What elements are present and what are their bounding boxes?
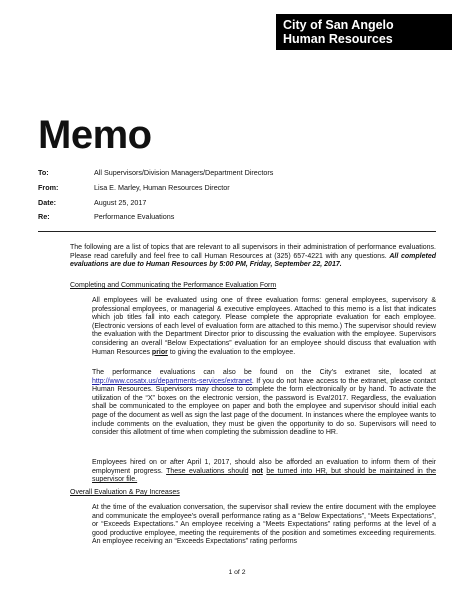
to-label: To: bbox=[38, 168, 49, 177]
re-row bbox=[38, 212, 438, 221]
re-label: Re: bbox=[38, 212, 50, 221]
paragraph-extranet-text: The performance evaluations can also be found on the City’s extranet site, located at bbox=[92, 369, 436, 376]
paragraph-new-hires-text: Employees hired on or after April 1, 2017, should also be afforded an evaluation to inform them of their employment progress. bbox=[92, 459, 436, 475]
extranet-link[interactable]: http://www.cosatx.us/departments-services/extranet bbox=[92, 377, 252, 385]
banner-line-2: Human Resources bbox=[283, 32, 393, 46]
from-label: From: bbox=[38, 183, 59, 192]
banner-line-1: City of San Angelo bbox=[283, 18, 394, 32]
memo-title: Memo bbox=[38, 113, 152, 157]
header-divider bbox=[38, 231, 436, 232]
intro-paragraph bbox=[70, 244, 436, 270]
new-hires-underline-2: be turned into HR, but should be maintained in the supervisor file. bbox=[92, 467, 437, 484]
to-row bbox=[38, 168, 438, 177]
to-value: All Supervisors/Division Managers/Department Directors bbox=[94, 168, 274, 177]
paragraph-new-hires bbox=[92, 459, 436, 485]
date-label: Date: bbox=[38, 198, 56, 207]
paragraph-extranet bbox=[92, 369, 436, 438]
new-hires-underline-1: These evaluations should bbox=[166, 467, 249, 475]
paragraph-overall: At the time of the evaluation conversation, the supervisor shall review the entire document with the employee and communicate the employee’s overall performance rating as a “Below Expectations”, “Meets Expectations”, or “Exceeds Expectations.” An employee receiving a “Meets Expectations” rating performs at the level of a good productive employee, meeting the requirements of the position and sometimes exceeding requirements. An employee receiving an “Exceeds Expectations” rating performs bbox=[92, 504, 436, 546]
date-row bbox=[38, 198, 438, 207]
from-row bbox=[38, 183, 438, 192]
due-date-notice: All completed evaluations are due to Human Resources by 5:00 PM, Friday, September 22, 2017. bbox=[70, 252, 437, 269]
paragraph-forms-text: All employees will be evaluated using one of three evaluation forms: general employees, supervisory & professional employees, or managerial & executive employees. Attached to this memo is a list that indicates which job titles fall into each category. Please complete the appropriate evaluation for each employee. (Electronic versions of each level of evaluation form are attached to this memo.) The supervisor should review the evaluation with the Department Director prior to discussing the evaluation with the employee. Supervisors considering an overall “Below Expectations” evaluation for an employee should discuss that evaluation with Human Resources bbox=[92, 297, 436, 356]
section-heading-overall: Overall Evaluation & Pay Increases bbox=[70, 489, 180, 496]
paragraph-forms bbox=[92, 297, 436, 357]
re-value: Performance Evaluations bbox=[94, 212, 175, 221]
paragraph-forms-text-end: to giving the evaluation to the employee. bbox=[169, 348, 296, 356]
not-emphasis: not bbox=[252, 467, 263, 475]
section-heading-completing: Completing and Communicating the Performance Evaluation Form bbox=[70, 282, 277, 289]
prior-emphasis: prior bbox=[151, 348, 168, 356]
date-value: August 25, 2017 bbox=[94, 198, 147, 207]
page-number: 1 of 2 bbox=[228, 569, 246, 576]
intro-text: The following are a list of topics that are relevant to all supervisors in their administration of performance evaluations. Please read carefully and feel free to call Human Resources at (325) 657-4221 with any questions. bbox=[70, 244, 436, 260]
paragraph-extranet-text-end: . If you do not have access to the extranet, please contact Human Resources. Supervisors may choose to complete the form electronically or by hand. To activate the utilization of the “X” boxes on the electronic version, the password is Eva!2017. Regardless, the evaluation shall be communicated to the employee on paper and both the employee and supervisor should initial each page of the document as well as sign the last page of the document. In instances where the employee wants to include comments on the evaluation, they must be given the opportunity to do so. Supervisors will need to consider this allotment of time when completing the submission deadline to HR. bbox=[92, 377, 436, 437]
from-value: Lisa E. Marley, Human Resources Director bbox=[94, 183, 230, 192]
organization-banner bbox=[276, 14, 452, 50]
